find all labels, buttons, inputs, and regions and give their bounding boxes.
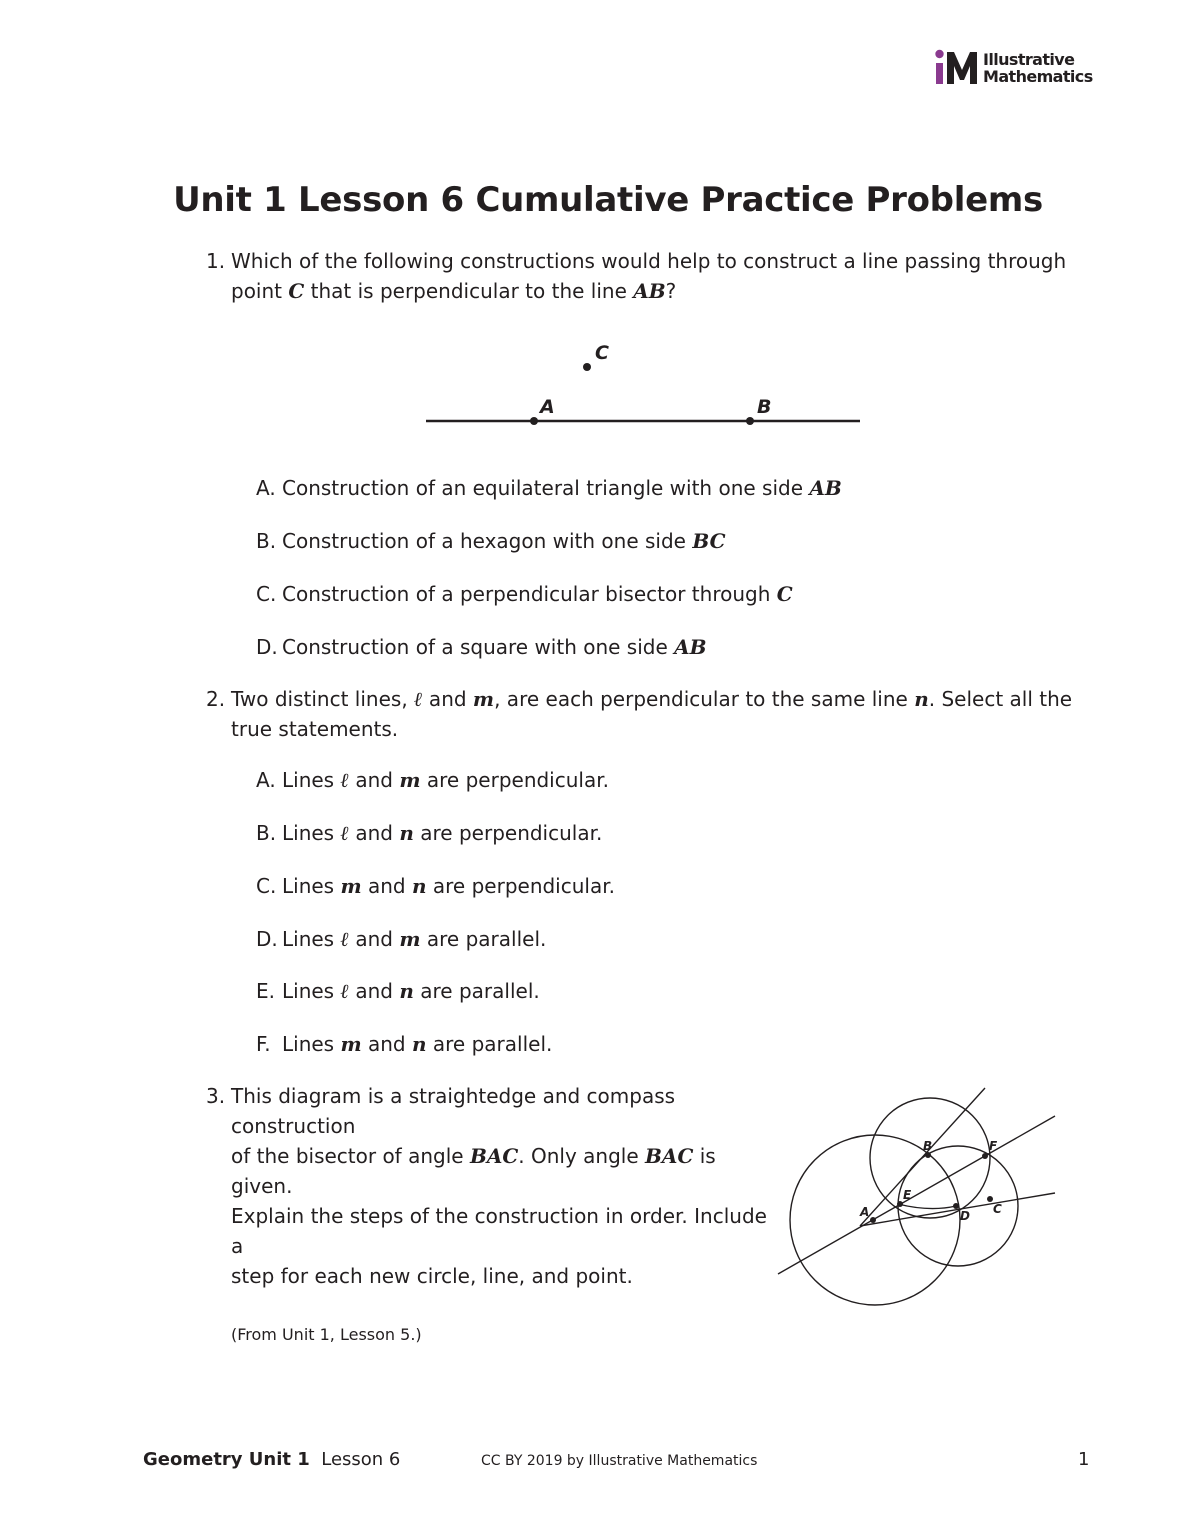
circle-center-b [870,1098,990,1218]
label-a: A [540,396,555,418]
math-var: ℓ [414,687,423,711]
math-var: n [411,874,427,898]
math-var: n [914,687,929,711]
question-number: 2. [206,687,226,711]
label-c: C [595,342,609,364]
question-3-line1: This diagram is a straightedge and compass construction [231,1084,676,1138]
point-c [583,363,591,371]
q2-option-a[interactable]: A. Lines ℓ and m are perpendicular. [256,768,609,792]
im-logo-mark-icon [933,48,981,88]
arc-e-d [898,1204,956,1209]
point-b [746,417,754,425]
math-var: m [399,927,421,951]
label-b: B [757,396,772,418]
math-var: n [399,979,414,1003]
question-2-line2: true statements. [231,717,399,741]
logo-line2: Mathematics [983,67,1093,86]
question-number: 1. [206,249,226,273]
footer-license: CC BY 2019 by Illustrative Mathematics [481,1453,758,1469]
math-var: ℓ [340,768,350,792]
bisector-line-af [778,1116,1055,1274]
footer-course: Geometry Unit 1 Lesson 6 [143,1449,401,1470]
math-var: m [399,768,421,792]
math-var: ℓ [340,927,350,951]
math-var: ℓ [340,821,350,845]
source-note: (From Unit 1, Lesson 5.) [231,1325,422,1344]
question-2-line1: Two distinct lines, ℓ and m, are each perpendicular to the same line n. Select all the [231,687,1073,711]
q2-option-f[interactable]: F. Lines m and n are parallel. [256,1032,553,1056]
math-var: AB [809,476,842,500]
math-var: n [399,821,414,845]
logo-line1: Illustrative [983,50,1075,69]
label-e: E [903,1188,912,1202]
line-ab-point-c-figure [420,335,870,435]
math-var: m [340,1032,362,1056]
label-b: B [923,1139,933,1153]
question-number: 3. [206,1084,226,1108]
math-var: ℓ [340,979,350,1003]
math-var: m [340,874,362,898]
page-title: Unit 1 Lesson 6 Cumulative Practice Problems [173,180,1043,220]
question-2 [206,684,1106,744]
label-f: F [989,1139,998,1153]
math-var: n [411,1032,427,1056]
math-var: C [776,582,793,606]
q1-option-a[interactable]: A. Construction of an equilateral triangle with one side AB [256,476,842,500]
math-var: BAC [469,1144,519,1168]
math-var: BC [692,529,726,553]
math-var: C [288,279,305,303]
math-var: m [472,687,495,711]
point-a [530,417,538,425]
math-var: BAC [645,1144,694,1168]
q2-option-c[interactable]: C. Lines m and n are perpendicular. [256,874,615,898]
q2-option-e[interactable]: E. Lines ℓ and n are parallel. [256,979,540,1003]
math-var: AB [674,635,707,659]
label-d: D [960,1209,970,1223]
label-a: A [860,1205,870,1219]
question-3-line4: step for each new circle, line, and point. [231,1264,633,1288]
question-3 [206,1081,776,1288]
question-3-line2: of the bisector of angle BAC. Only angle BAC is given. [231,1144,716,1198]
math-var: AB [633,279,666,303]
q2-option-b[interactable]: B. Lines ℓ and n are perpendicular. [256,821,603,845]
question-1-line2: point C that is perpendicular to the line AB? [231,279,677,303]
logo [933,48,1103,88]
label-c: C [993,1202,1002,1216]
point-d [953,1203,959,1209]
question-3-line3: Explain the steps of the construction in order. Include a [231,1204,767,1258]
point-a [870,1217,876,1223]
question-1 [206,246,1106,306]
page-number: 1 [1078,1449,1090,1470]
q1-option-b[interactable]: B. Construction of a hexagon with one side BC [256,529,726,553]
point-f [982,1153,988,1159]
q1-option-d[interactable]: D. Construction of a square with one side AB [256,635,707,659]
q2-option-d[interactable]: D. Lines ℓ and m are parallel. [256,927,547,951]
angle-bisector-construction-figure [770,1080,1070,1310]
question-1-line1: Which of the following constructions would help to construct a line passing through [231,249,1067,273]
q1-option-c[interactable]: C. Construction of a perpendicular bisector through C [256,582,793,606]
